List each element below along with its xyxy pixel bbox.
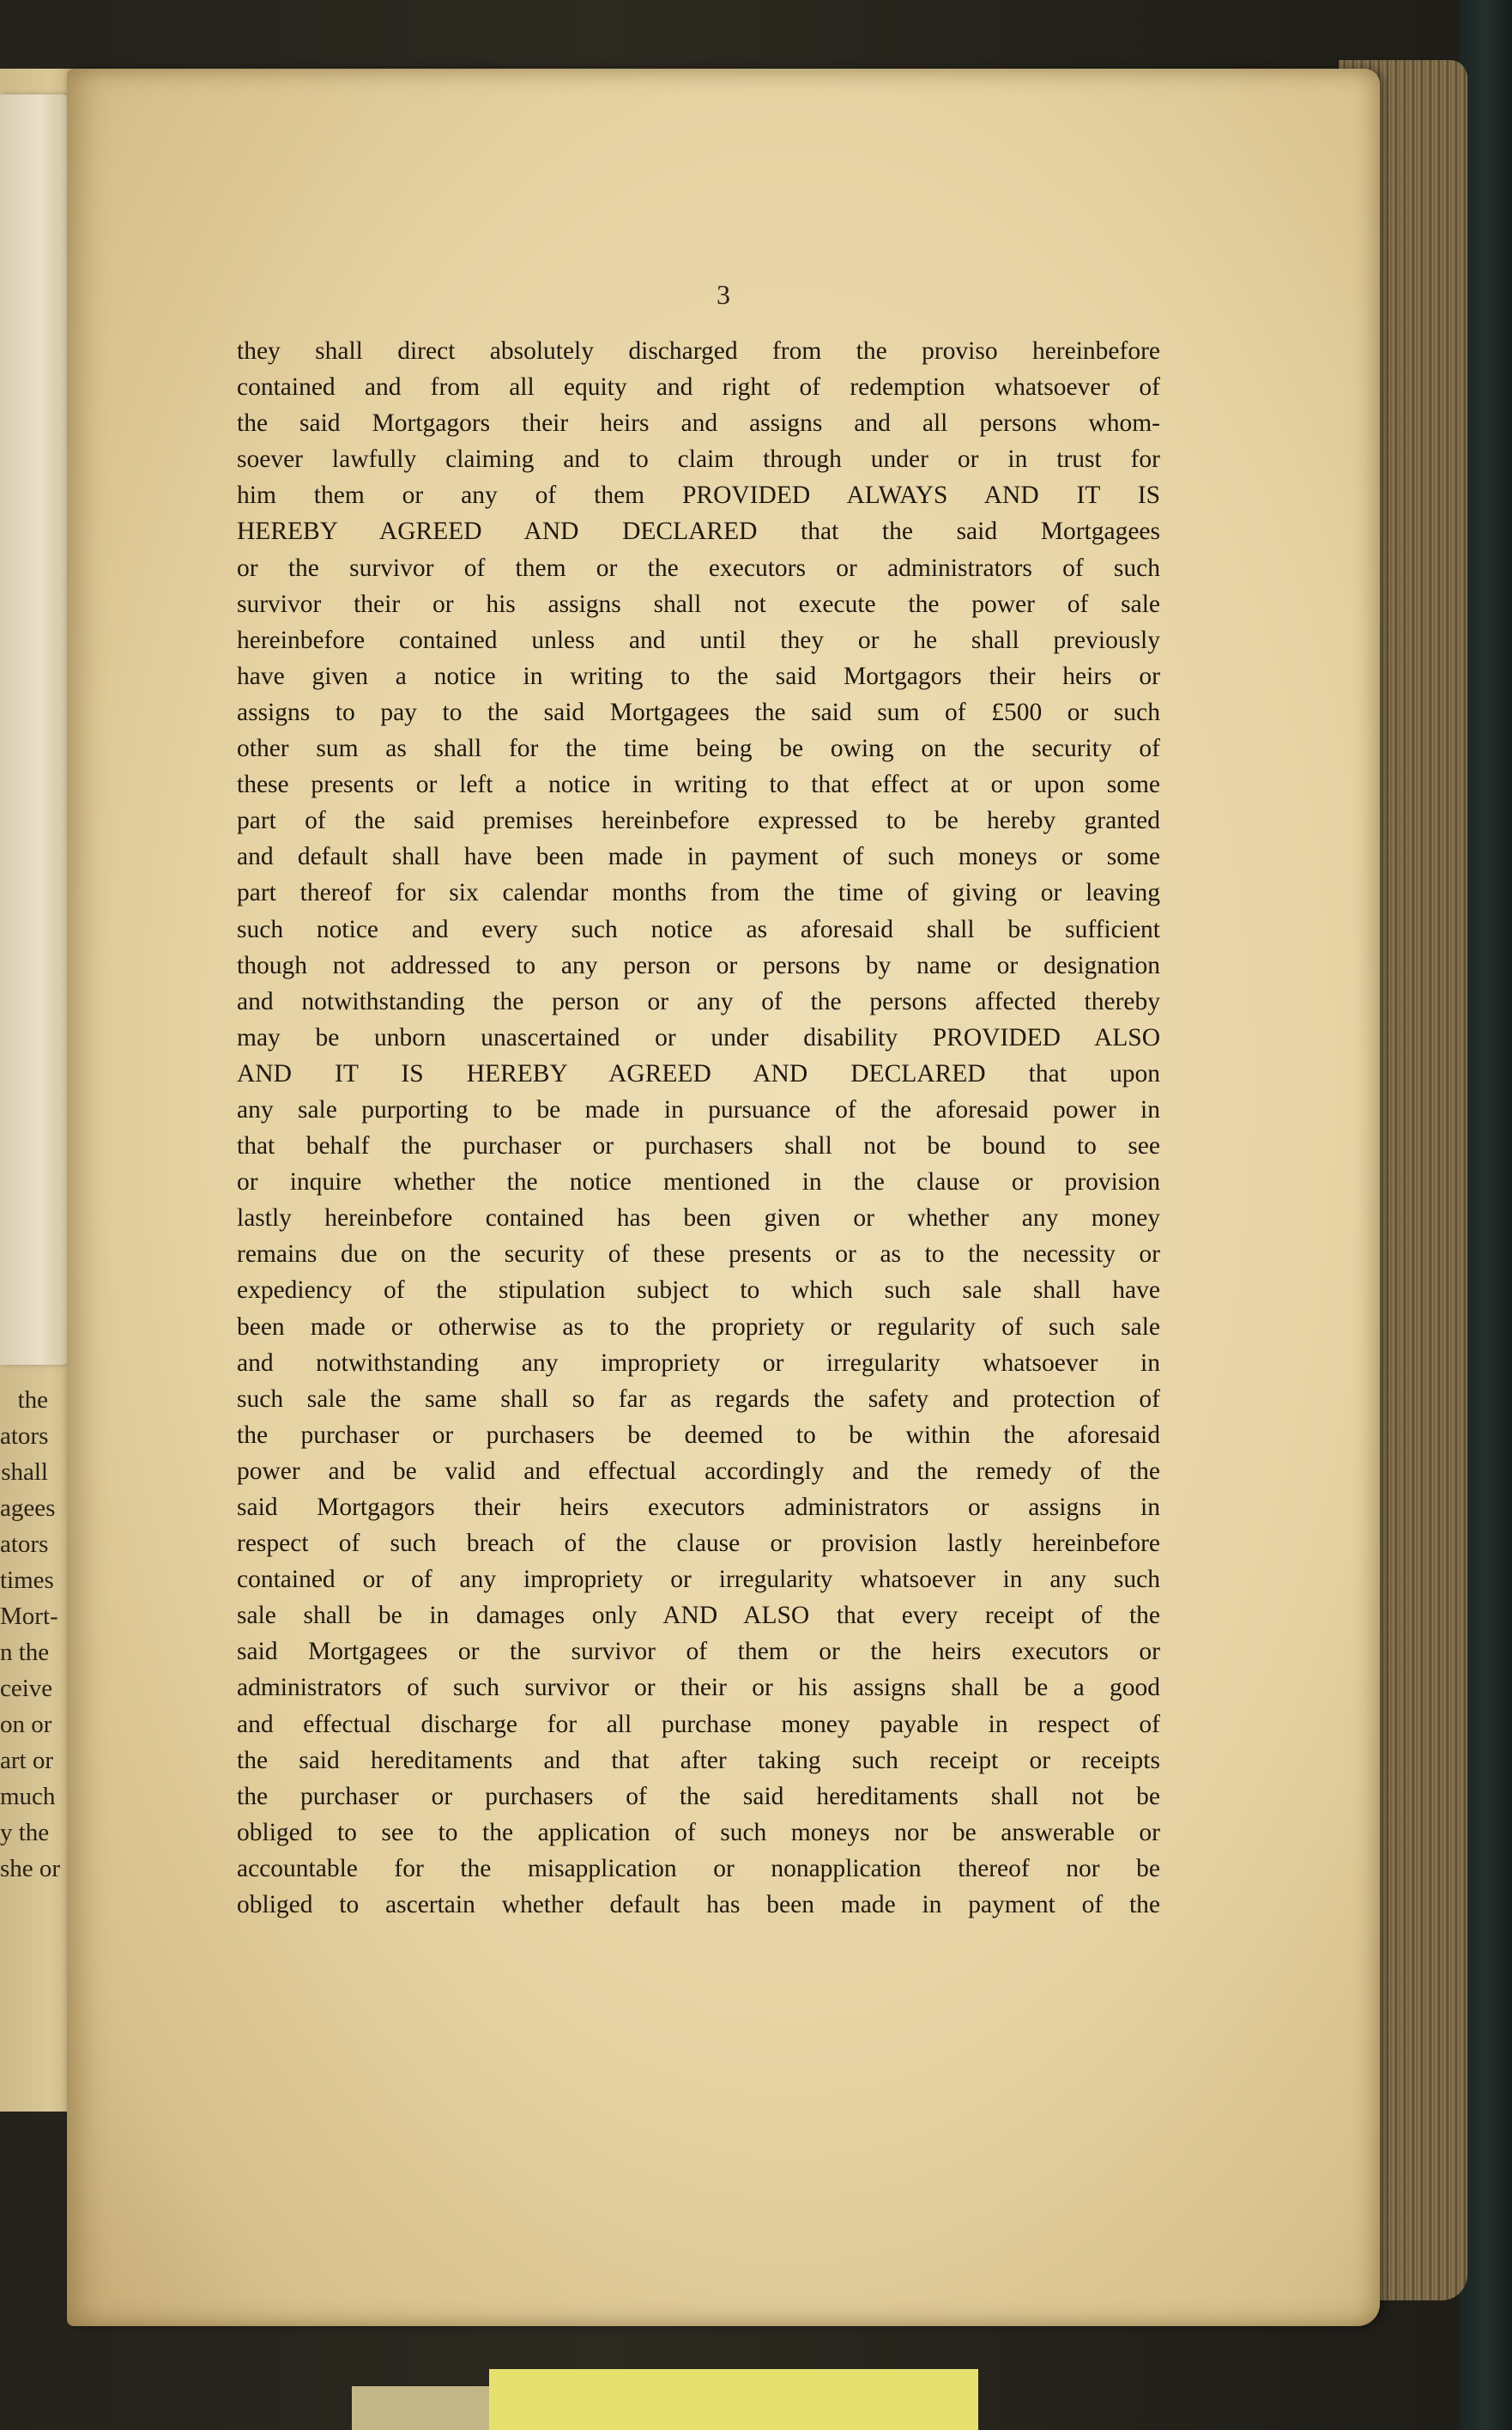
text-line: the purchaser or purchasers of the said hereditaments shall not be [237,1782,1160,1810]
text-line: and effectual discharge for all purchase money payable in respect of [237,1710,1160,1738]
text-line: sale shall be in damages only AND ALSO that every receipt of the [237,1602,1160,1630]
page-body-text [237,333,1160,1923]
text-line: assigns to pay to the said Mortgagees the said sum of £500 or such [237,698,1160,726]
text-line: accountable for the misapplication or nonapplication thereof nor be [237,1854,1160,1882]
text-line: or inquire whether the notice mentioned in the clause or provision [237,1168,1160,1197]
page-number: 3 [717,279,730,310]
previous-page-fragment: n the [0,1639,50,1666]
text-line: and notwithstanding the person or any of the persons affected thereby [237,987,1160,1015]
text-line: such sale the same shall so far as regards the safety and protection of [237,1385,1160,1413]
previous-page-fragment: on or [0,1711,52,1738]
text-line: the said hereditaments and that after taking such receipt or receipts [237,1746,1160,1774]
previous-page-fragment: ators [0,1530,49,1558]
text-line: the said Mortgagors their heirs and assigns and all persons whom- [237,409,1160,438]
text-line: said Mortgagees or the survivor of them or the heirs executors or [237,1638,1160,1666]
text-line: any sale purporting to be made in pursuance of the aforesaid power in [237,1095,1160,1124]
text-line: part thereof for six calendar months from the time of giving or leaving [237,879,1160,907]
text-line: they shall direct absolutely discharged from the proviso hereinbefore [237,337,1160,365]
text-line: or the survivor of them or the executors or administrators of such [237,554,1160,582]
text-line: remains due on the security of these presents or as to the necessity or [237,1240,1160,1269]
previous-page-fragment: y the [0,1819,50,1846]
previous-page-fragment: times [0,1566,54,1594]
text-line: soever lawfully claiming and to claim through under or in trust for [237,445,1160,474]
previous-page-fragment: much [0,1783,56,1810]
previous-page-fragment: shall [1,1458,48,1486]
text-line: that behalf the purchaser or purchasers shall not be bound to see [237,1132,1160,1160]
text-line: and default shall have been made in payment of such moneys or some [237,843,1160,871]
text-line: obliged to see to the application of such moneys nor be answerable or [237,1818,1160,1846]
text-line: survivor their or his assigns shall not execute the power of sale [237,590,1160,618]
previous-page-fragment: agees [0,1494,56,1522]
text-line: such notice and every such notice as aforesaid shall be sufficient [237,915,1160,943]
text-line: contained or of any impropriety or irregularity whatsoever in any such [237,1566,1160,1594]
tan-marker-tab [352,2386,498,2430]
text-line: though not addressed to any person or persons by name or designation [237,951,1160,979]
text-line: obliged to ascertain whether default has been made in payment of the [237,1891,1160,1919]
previous-page-fragment: the [17,1386,48,1414]
text-line: said Mortgagors their heirs executors administrators or assigns in [237,1494,1160,1521]
previous-page-fragment: Mort- [0,1603,58,1630]
document-page [67,69,1380,2326]
text-line: expediency of the stipulation subject to which such sale shall have [237,1276,1160,1305]
text-line: contained and from all equity and right of redemption whatsoever of [237,373,1160,402]
text-line: power and be valid and effectual accordingly and the remedy of the [237,1457,1160,1485]
text-line: lastly hereinbefore contained has been given or whether any money [237,1204,1160,1233]
text-line: have given a notice in writing to the said Mortgagors their heirs or [237,662,1160,690]
text-line: may be unborn unascertained or under disability PROVIDED ALSO [237,1023,1160,1051]
previous-page-fragment: ators [0,1422,49,1450]
text-line: hereinbefore contained unless and until they or he shall previously [237,626,1160,654]
text-line: other sum as shall for the time being be owing on the security of [237,735,1160,763]
text-line: administrators of such survivor or their or his assigns shall be a good [237,1674,1160,1702]
yellow-marker-tab [489,2369,978,2430]
previous-page-text-fragments [0,1382,61,1940]
text-line: the purchaser or purchasers be deemed to be within the aforesaid [237,1421,1160,1449]
text-line: and notwithstanding any impropriety or irregularity whatsoever in [237,1348,1160,1377]
previous-page-fragment: ceive [0,1675,53,1702]
previous-page-fragment: she or [0,1855,61,1882]
text-line: him them or any of them PROVIDED ALWAYS AND IT IS [237,482,1160,510]
text-line: AND IT IS HEREBY AGREED AND DECLARED that upon [237,1059,1160,1088]
text-line: these presents or left a notice in writing to that effect at or upon some [237,771,1160,799]
text-line: respect of such breach of the clause or provision lastly hereinbefore [237,1530,1160,1558]
text-line: part of the said premises hereinbefore expressed to be hereby granted [237,807,1160,835]
paper-tab-strip [0,94,74,1365]
text-line: been made or otherwise as to the propriety or regularity of such sale [237,1312,1160,1341]
previous-page-fragment: art or [0,1747,53,1774]
text-line: HEREBY AGREED AND DECLARED that the said Mortgagees [237,518,1160,546]
